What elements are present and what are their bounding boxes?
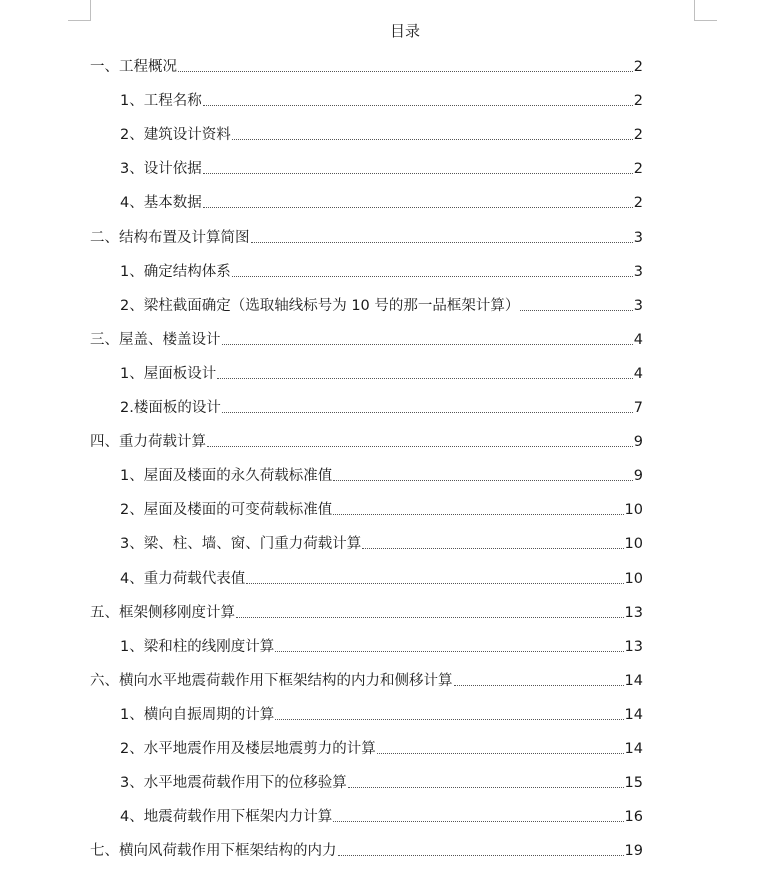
toc-dot-leader (222, 412, 633, 413)
toc-dot-leader (520, 310, 632, 311)
toc-entry-page-number: 2 (633, 161, 643, 178)
toc-entry-page-number: 13 (624, 604, 643, 621)
toc-dot-leader (454, 685, 624, 686)
toc-entry-label: 1、工程名称 (120, 93, 202, 110)
toc-entry-label: 4、基本数据 (120, 195, 202, 212)
toc-dot-leader (207, 446, 633, 447)
toc-entry-page-number: 4 (633, 365, 643, 382)
toc-entry[interactable] (90, 603, 643, 623)
toc-dot-leader (377, 753, 624, 754)
toc-entry[interactable] (120, 466, 643, 486)
toc-dot-leader (203, 105, 633, 106)
toc-dot-leader (203, 207, 633, 208)
toc-dot-leader (203, 173, 633, 174)
toc-dot-leader (333, 821, 623, 822)
toc-entry-label: 1、屋面及楼面的永久荷载标准值 (120, 468, 333, 485)
toc-entry-label: 四、重力荷载计算 (90, 434, 206, 451)
toc-entry-page-number: 14 (624, 672, 643, 689)
toc-dot-leader (333, 480, 633, 481)
toc-entry[interactable] (120, 193, 643, 213)
toc-entry-label: 六、横向水平地震荷载作用下框架结构的内力和侧移计算 (90, 672, 453, 689)
toc-entry-label: 4、地震荷载作用下框架内力计算 (120, 809, 333, 826)
toc-entry[interactable] (120, 262, 643, 282)
toc-entry[interactable] (120, 91, 643, 111)
toc-entry-label: 1、横向自振周期的计算 (120, 706, 275, 723)
toc-dot-leader (333, 514, 623, 515)
toc-entry-page-number: 10 (624, 536, 643, 553)
toc-entry-label: 3、设计依据 (120, 161, 202, 178)
toc-entry[interactable] (120, 364, 643, 384)
toc-dot-leader (232, 276, 633, 277)
toc-entry[interactable] (120, 398, 643, 418)
toc-entry[interactable] (120, 739, 643, 759)
toc-entry-page-number: 7 (633, 400, 643, 416)
toc-title: 目录 (389, 22, 420, 40)
toc-entry[interactable] (120, 705, 643, 725)
toc-entry-label: 2、建筑设计资料 (120, 127, 231, 144)
toc-dot-leader (275, 651, 623, 652)
toc-entry-label: 七、横向风荷载作用下框架结构的内力 (90, 843, 337, 860)
toc-dot-leader (348, 787, 624, 788)
toc-entry-page-number: 3 (633, 229, 643, 246)
toc-entry-label: 2.楼面板的设计 (120, 400, 221, 416)
toc-entry-label: 一、工程概况 (90, 59, 177, 75)
toc-dot-leader (217, 378, 633, 379)
toc-entry[interactable] (90, 841, 643, 861)
toc-entry-label: 3、水平地震荷载作用下的位移验算 (120, 775, 347, 792)
toc-entry-page-number: 16 (624, 809, 643, 826)
toc-entry-page-number: 9 (633, 434, 643, 451)
toc-entry-label: 2、屋面及楼面的可变荷载标准值 (120, 502, 333, 519)
toc-entry-page-number: 3 (633, 297, 643, 314)
toc-entry-label: 2、水平地震作用及楼层地震剪力的计算 (120, 741, 376, 757)
toc-entry-page-number: 13 (624, 638, 643, 655)
toc-dot-leader (178, 71, 633, 72)
toc-entry-page-number: 2 (633, 195, 643, 212)
toc-entry[interactable] (90, 671, 643, 691)
toc-entry[interactable] (120, 500, 643, 520)
toc-entry-label: 4、重力荷载代表值 (120, 570, 246, 587)
toc-entry-page-number: 10 (624, 502, 643, 519)
toc-entry-page-number: 19 (624, 843, 643, 860)
toc-entry-label: 2、梁柱截面确定（选取轴线标号为 10 号的那一品框架计算） (120, 297, 520, 314)
toc-entry-label: 二、结构布置及计算简图 (90, 229, 250, 246)
toc-entry[interactable] (90, 432, 643, 452)
toc-entry[interactable] (90, 57, 643, 77)
toc-entry-page-number: 2 (633, 93, 643, 110)
toc-entry-label: 五、框架侧移刚度计算 (90, 604, 235, 621)
toc-entry-page-number: 2 (633, 127, 643, 144)
toc-entry-label: 1、梁和柱的线刚度计算 (120, 638, 275, 655)
toc-dot-leader (222, 344, 633, 345)
toc-entry[interactable] (120, 125, 643, 145)
toc-entry[interactable] (120, 773, 643, 793)
toc-entry[interactable] (120, 569, 643, 589)
toc-entry-page-number: 14 (624, 706, 643, 723)
toc-entry[interactable] (90, 228, 643, 248)
toc-entry-page-number: 4 (633, 331, 643, 348)
toc-dot-leader (362, 548, 623, 549)
toc-dot-leader (236, 617, 624, 618)
toc-dot-leader (246, 583, 623, 584)
toc-entry-label: 1、确定结构体系 (120, 263, 231, 280)
toc-entry[interactable] (120, 159, 643, 179)
toc-entry-page-number: 14 (624, 741, 643, 757)
toc-entry-label: 3、梁、柱、墙、窗、门重力荷载计算 (120, 536, 362, 553)
toc-entry-label: 三、屋盖、楼盖设计 (90, 331, 221, 348)
toc-entry[interactable] (120, 807, 643, 827)
toc-entry[interactable] (120, 534, 643, 554)
toc-entry[interactable] (120, 637, 643, 657)
toc-entry-page-number: 2 (633, 59, 643, 75)
toc-dot-leader (338, 855, 624, 856)
toc-dot-leader (232, 139, 633, 140)
toc-dot-leader (251, 242, 633, 243)
toc-entry-page-number: 3 (633, 263, 643, 280)
toc-entry-label: 1、屋面板设计 (120, 365, 217, 382)
toc-entry-page-number: 9 (633, 468, 643, 485)
toc-entry-page-number: 15 (624, 775, 643, 792)
toc-entry-page-number: 10 (624, 570, 643, 587)
toc-entry[interactable] (120, 296, 643, 316)
toc-entry[interactable] (90, 330, 643, 350)
toc-dot-leader (275, 719, 623, 720)
